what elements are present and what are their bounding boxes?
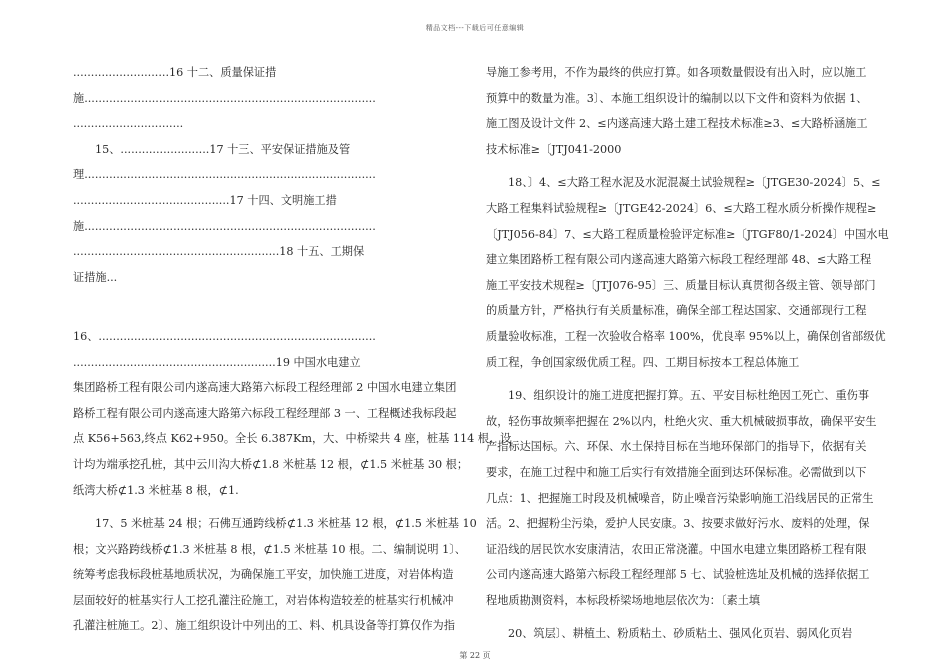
right-text-column (486, 60, 889, 647)
text-line: 根；文兴路跨线桥⊄1.3 米桩基 8 根，⊄1.5 米桩基 10 根。二、编制说明 1〕、 (73, 542, 466, 556)
text-line: 19、组织设计的施工进度把握打算。五、平安目标杜绝因工死亡、重伤事 (508, 389, 870, 403)
page-header: 精品文档---下载后可任意编辑 (425, 24, 525, 32)
page-footer: 第 22 页 (459, 651, 491, 660)
text-line: 施工平安技术规程≥〔JTJ076-95〕三、质量目标认真贯彻各级主管、领导部门 (486, 278, 876, 292)
text-line: ..........................................................18 十五、工期保 (73, 245, 365, 259)
text-line: 大路工程集料试验规程≥〔JTGE42-2024〕6、≤大路工程水质分析操作规程≥ (486, 201, 877, 215)
text-line: 的质量方针，严格执行有关质量标准，确保全部工程达国家、交通部现行工程 (486, 304, 867, 318)
text-line: 公司内遂高速大路第六标段工程经理部 5 七、试验桩选址及机械的选择依据工 (486, 568, 870, 582)
text-line: 16、.............................................................................. (73, 329, 376, 343)
text-line: 故，轻伤事故频率把握在 2%以内，杜绝火灾、重大机械破损事故，确保平安生 (486, 414, 877, 428)
text-line: 程地质勘测资料，本标段桥梁场地地层依次为：〔素土填 (486, 593, 761, 607)
left-text-column (73, 60, 512, 639)
text-line: 施.................................................................................. (73, 219, 376, 233)
text-line: 预算中的数量为准。3〕、本施工组织设计的编制以以下文件和资料为依据 1、 (486, 91, 868, 105)
text-line: 20、筑层〕、耕植土、粉质粘土、砂质粘土、强风化页岩、弱风化页岩 (508, 627, 853, 641)
text-line: 纸湾大桥⊄1.3 米桩基 8 根，⊄1. (73, 483, 239, 497)
text-line: 施工图及设计文件 2、≤内遂高速大路土建工程技术标准≥3、≤大路桥涵施工 (486, 117, 868, 131)
text-line: ...........................16 十二、质量保证措 (73, 66, 277, 79)
text-line: 几点：1、把握施工时段及机械噪音，防止噪音污染影响施工沿线居民的正常生 (486, 491, 874, 505)
text-line: ............................... (73, 117, 184, 131)
text-line: 证措施... (73, 270, 118, 284)
text-line: 18、〕4、≤大路工程水泥及水泥混凝土试验规程≥〔JTGE30-2024〕5、≤ (508, 176, 881, 190)
text-line: 施.................................................................................. (73, 91, 376, 105)
text-line: 质工程，争创国家级优质工程。四、工期目标按本工程总体施工 (486, 355, 800, 369)
text-line: 质量验收标准，工程一次验收合格率 100%，优良率 95%以上，确保创省部级优 (486, 329, 886, 343)
text-line: 集团路桥工程有限公司内遂高速大路第六标段工程经理部 2 中国水电建立集团 (73, 381, 457, 395)
text-line: 层面较好的桩基实行人工挖孔灌注砼施工，对岩体构造较差的桩基实行机械冲 (73, 593, 454, 607)
text-line: 产指标达国标。六、环保、水土保持目标在当地环保部门的指导下，依据有关 (486, 440, 867, 454)
text-line: 路桥工程有限公司内遂高速大路第六标段工程经理部 3 一、工程概述我标段起 (73, 406, 457, 420)
text-line: 导施工参考用，不作为最终的供应打算。如各项数量假设有出入时，应以施工 (486, 66, 867, 79)
text-line: 理.................................................................................. (73, 168, 376, 182)
text-line: 技术标准≥〔JTJ041-2000 (486, 142, 622, 156)
text-line: 建立集团路桥工程有限公司内遂高速大路第六标段工程经理部 48、≤大路工程 (486, 253, 872, 267)
text-line: 要求，在施工过程中和施工后实行有效措施全面到达环保标准。必需做到以下 (486, 465, 867, 479)
text-line: .........................................................19 中国水电建立 (73, 355, 361, 369)
text-line: 计均为端承挖孔桩，其中云川沟大桥⊄1.8 米桩基 12 根，⊄1.5 米桩基 30 根； (73, 457, 469, 471)
text-line: 证沿线的居民饮水安康清洁，农田正常浇灌。中国水电建立集团路桥工程有限 (486, 542, 867, 556)
text-line: 〔JTJ056-84〕7、≤大路工程质量检验评定标准≥〔JTGF80/1-2024〕中国水电 (486, 227, 889, 241)
text-line: 点 K56+563,终点 K62+950。全长 6.387Km，大、中桥梁共 4 座，桩基 114 根，设 (73, 432, 512, 446)
text-line: 统筹考虑我标段桩基地质状况，为确保施工平安，加快施工进度，对岩体构造 (73, 568, 454, 582)
text-line: 15、.........................17 十三、平安保证措施及管 (95, 142, 351, 156)
text-line (73, 290, 463, 316)
text-line: 孔灌注桩施工。2〕、施工组织设计中列出的工、料、机具设备等打算仅作为指 (73, 619, 455, 633)
text-line: 活。2、把握粉尘污染，爱护人民安康。3、按要求做好污水、废料的处理，保 (486, 517, 870, 531)
text-line: 17、5 米桩基 24 根；石佛互通跨线桥⊄1.3 米桩基 12 根，⊄1.5 米桩基 10 (95, 517, 477, 531)
text-line: ............................................17 十四、文明施工措 (73, 193, 337, 207)
